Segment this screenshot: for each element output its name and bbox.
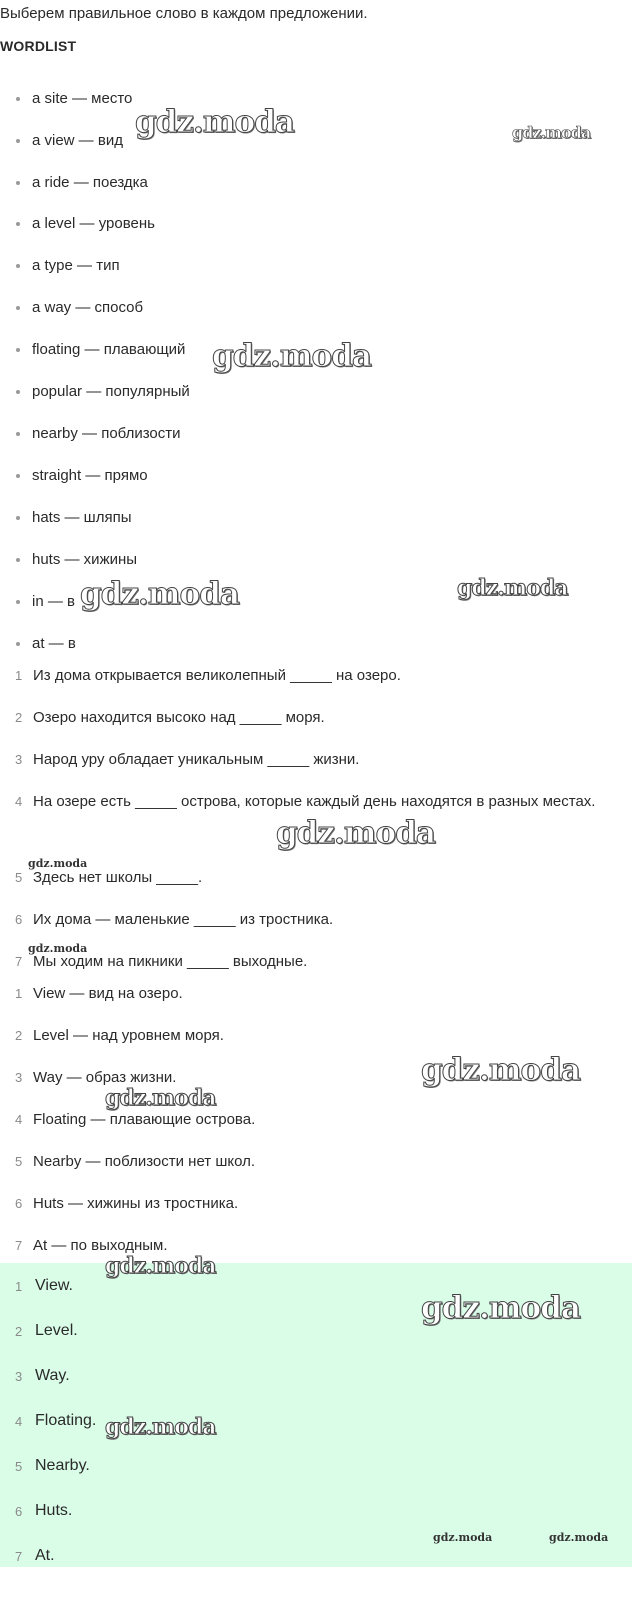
sentence-text: Из дома открывается великолепный _____ на озеро. (33, 667, 401, 684)
wordlist-item (16, 507, 132, 529)
wordlist-item (16, 213, 155, 235)
bullet-icon (16, 222, 20, 226)
watermark: gdz.moda (276, 815, 435, 851)
bullet-icon (16, 306, 20, 310)
sentence-number: 5 (15, 870, 23, 885)
watermark: gdz.moda (421, 1290, 580, 1326)
explanation-number: 7 (15, 1238, 23, 1253)
wordlist-item (16, 465, 148, 487)
bullet-icon (16, 600, 20, 604)
answer-number: 5 (15, 1459, 23, 1474)
watermark: gdz.moda (135, 104, 294, 140)
bullet-icon (16, 474, 20, 478)
explanation-text: View — вид на озеро. (33, 985, 183, 1002)
sentence-number: 2 (15, 710, 23, 725)
watermark: gdz.moda (28, 857, 88, 870)
explanation-text: Way — образ жизни. (33, 1069, 177, 1086)
wordlist-item (16, 255, 120, 277)
answer-number: 3 (15, 1369, 23, 1384)
answer-text: At. (35, 1547, 55, 1564)
intro-text: Выберем правильное слово в каждом предложении. (0, 5, 368, 22)
answer-number: 7 (15, 1549, 23, 1564)
sentence-text: Мы ходим на пикники _____ выходные. (33, 953, 308, 970)
bullet-icon (16, 516, 20, 520)
bullet-icon (16, 181, 20, 185)
wordlist-item (16, 88, 132, 110)
answer-text: Nearby. (35, 1457, 90, 1474)
wordlist-item-text: a type — тип (32, 257, 120, 274)
wordlist-item-text: a level — уровень (32, 215, 155, 232)
wordlist-item-text: a site — место (32, 90, 133, 107)
wordlist-item-text: a view — вид (32, 132, 123, 149)
watermark: gdz.moda (105, 1414, 216, 1440)
sentence-number: 4 (15, 794, 23, 809)
watermark: gdz.moda (457, 575, 568, 601)
wordlist-item (16, 549, 137, 571)
bullet-icon (16, 558, 20, 562)
answer-text: View. (35, 1277, 73, 1294)
explanation-number: 3 (15, 1070, 23, 1085)
watermark: gdz.moda (433, 1531, 493, 1544)
wordlist-item-text: at — в (32, 635, 76, 652)
bullet-icon (16, 264, 20, 268)
wordlist-item-text: straight — прямо (32, 467, 148, 484)
wordlist-item-text: nearby — поблизости (32, 425, 181, 442)
sentence-number: 1 (15, 668, 23, 683)
sentence-number: 3 (15, 752, 23, 767)
explanation-number: 4 (15, 1112, 23, 1127)
explanation-text: Level — над уровнем моря. (33, 1027, 224, 1044)
explanation-number: 1 (15, 986, 23, 1001)
sentence-text: Их дома — маленькие _____ из тростника. (33, 911, 334, 928)
explanation-text: Huts — хижины из тростника. (33, 1195, 239, 1212)
answer-number: 1 (15, 1279, 23, 1294)
wordlist-item-text: a ride — поездка (32, 174, 148, 191)
wordlist-item-text: hats — шляпы (32, 509, 132, 526)
watermark: gdz.moda (80, 576, 239, 612)
answer-number: 4 (15, 1414, 23, 1429)
wordlist-item (16, 633, 76, 655)
bullet-icon (16, 348, 20, 352)
watermark: gdz.moda (421, 1052, 580, 1088)
sentence-number: 6 (15, 912, 23, 927)
wordlist-item (16, 297, 143, 319)
wordlist-item-text: huts — хижины (32, 551, 138, 568)
answer-text: Level. (35, 1322, 78, 1339)
watermark: gdz.moda (28, 942, 88, 955)
explanation-number: 6 (15, 1196, 23, 1211)
watermark: gdz.moda (549, 1531, 609, 1544)
wordlist-item (16, 130, 123, 152)
wordlist-item-text: floating — плавающий (32, 341, 186, 358)
sentence-text: Народ уру обладает уникальным _____ жизни. (33, 751, 360, 768)
wordlist-item (16, 381, 190, 403)
bullet-icon (16, 139, 20, 143)
sentence-text: Озеро находится высоко над _____ моря. (33, 709, 325, 726)
wordlist-item (16, 423, 181, 445)
answer-number: 2 (15, 1324, 23, 1339)
explanation-number: 2 (15, 1028, 23, 1043)
explanation-text: Floating — плавающие острова. (33, 1111, 256, 1128)
answer-text: Way. (35, 1367, 70, 1384)
wordlist-heading: WORDLIST (0, 38, 77, 54)
sentence-number: 7 (15, 954, 23, 969)
wordlist-item-text: a way — способ (32, 299, 144, 316)
watermark: gdz.moda (212, 338, 371, 374)
bullet-icon (16, 642, 20, 646)
answer-text: Floating. (35, 1412, 97, 1429)
wordlist-item (16, 591, 75, 613)
explanation-text: At — по выходным. (33, 1237, 168, 1254)
wordlist-item-text: in — в (32, 593, 75, 610)
explanation-text: Nearby — поблизости нет школ. (33, 1153, 256, 1170)
answer-text: Huts. (35, 1502, 73, 1519)
bullet-icon (16, 390, 20, 394)
sentence-text: На озере есть _____ острова, которые каждый день находятся в разных местах. (33, 793, 596, 810)
watermark: gdz.moda (105, 1085, 216, 1111)
wordlist-item-text: popular — популярный (32, 383, 190, 400)
wordlist-item (16, 172, 148, 194)
bullet-icon (16, 97, 20, 101)
bullet-icon (16, 432, 20, 436)
answer-number: 6 (15, 1504, 23, 1519)
sentence-text: Здесь нет школы _____. (33, 869, 203, 886)
explanation-number: 5 (15, 1154, 23, 1169)
watermark: gdz.moda (105, 1253, 216, 1279)
wordlist-item (16, 339, 185, 361)
watermark: gdz.moda (512, 123, 591, 142)
